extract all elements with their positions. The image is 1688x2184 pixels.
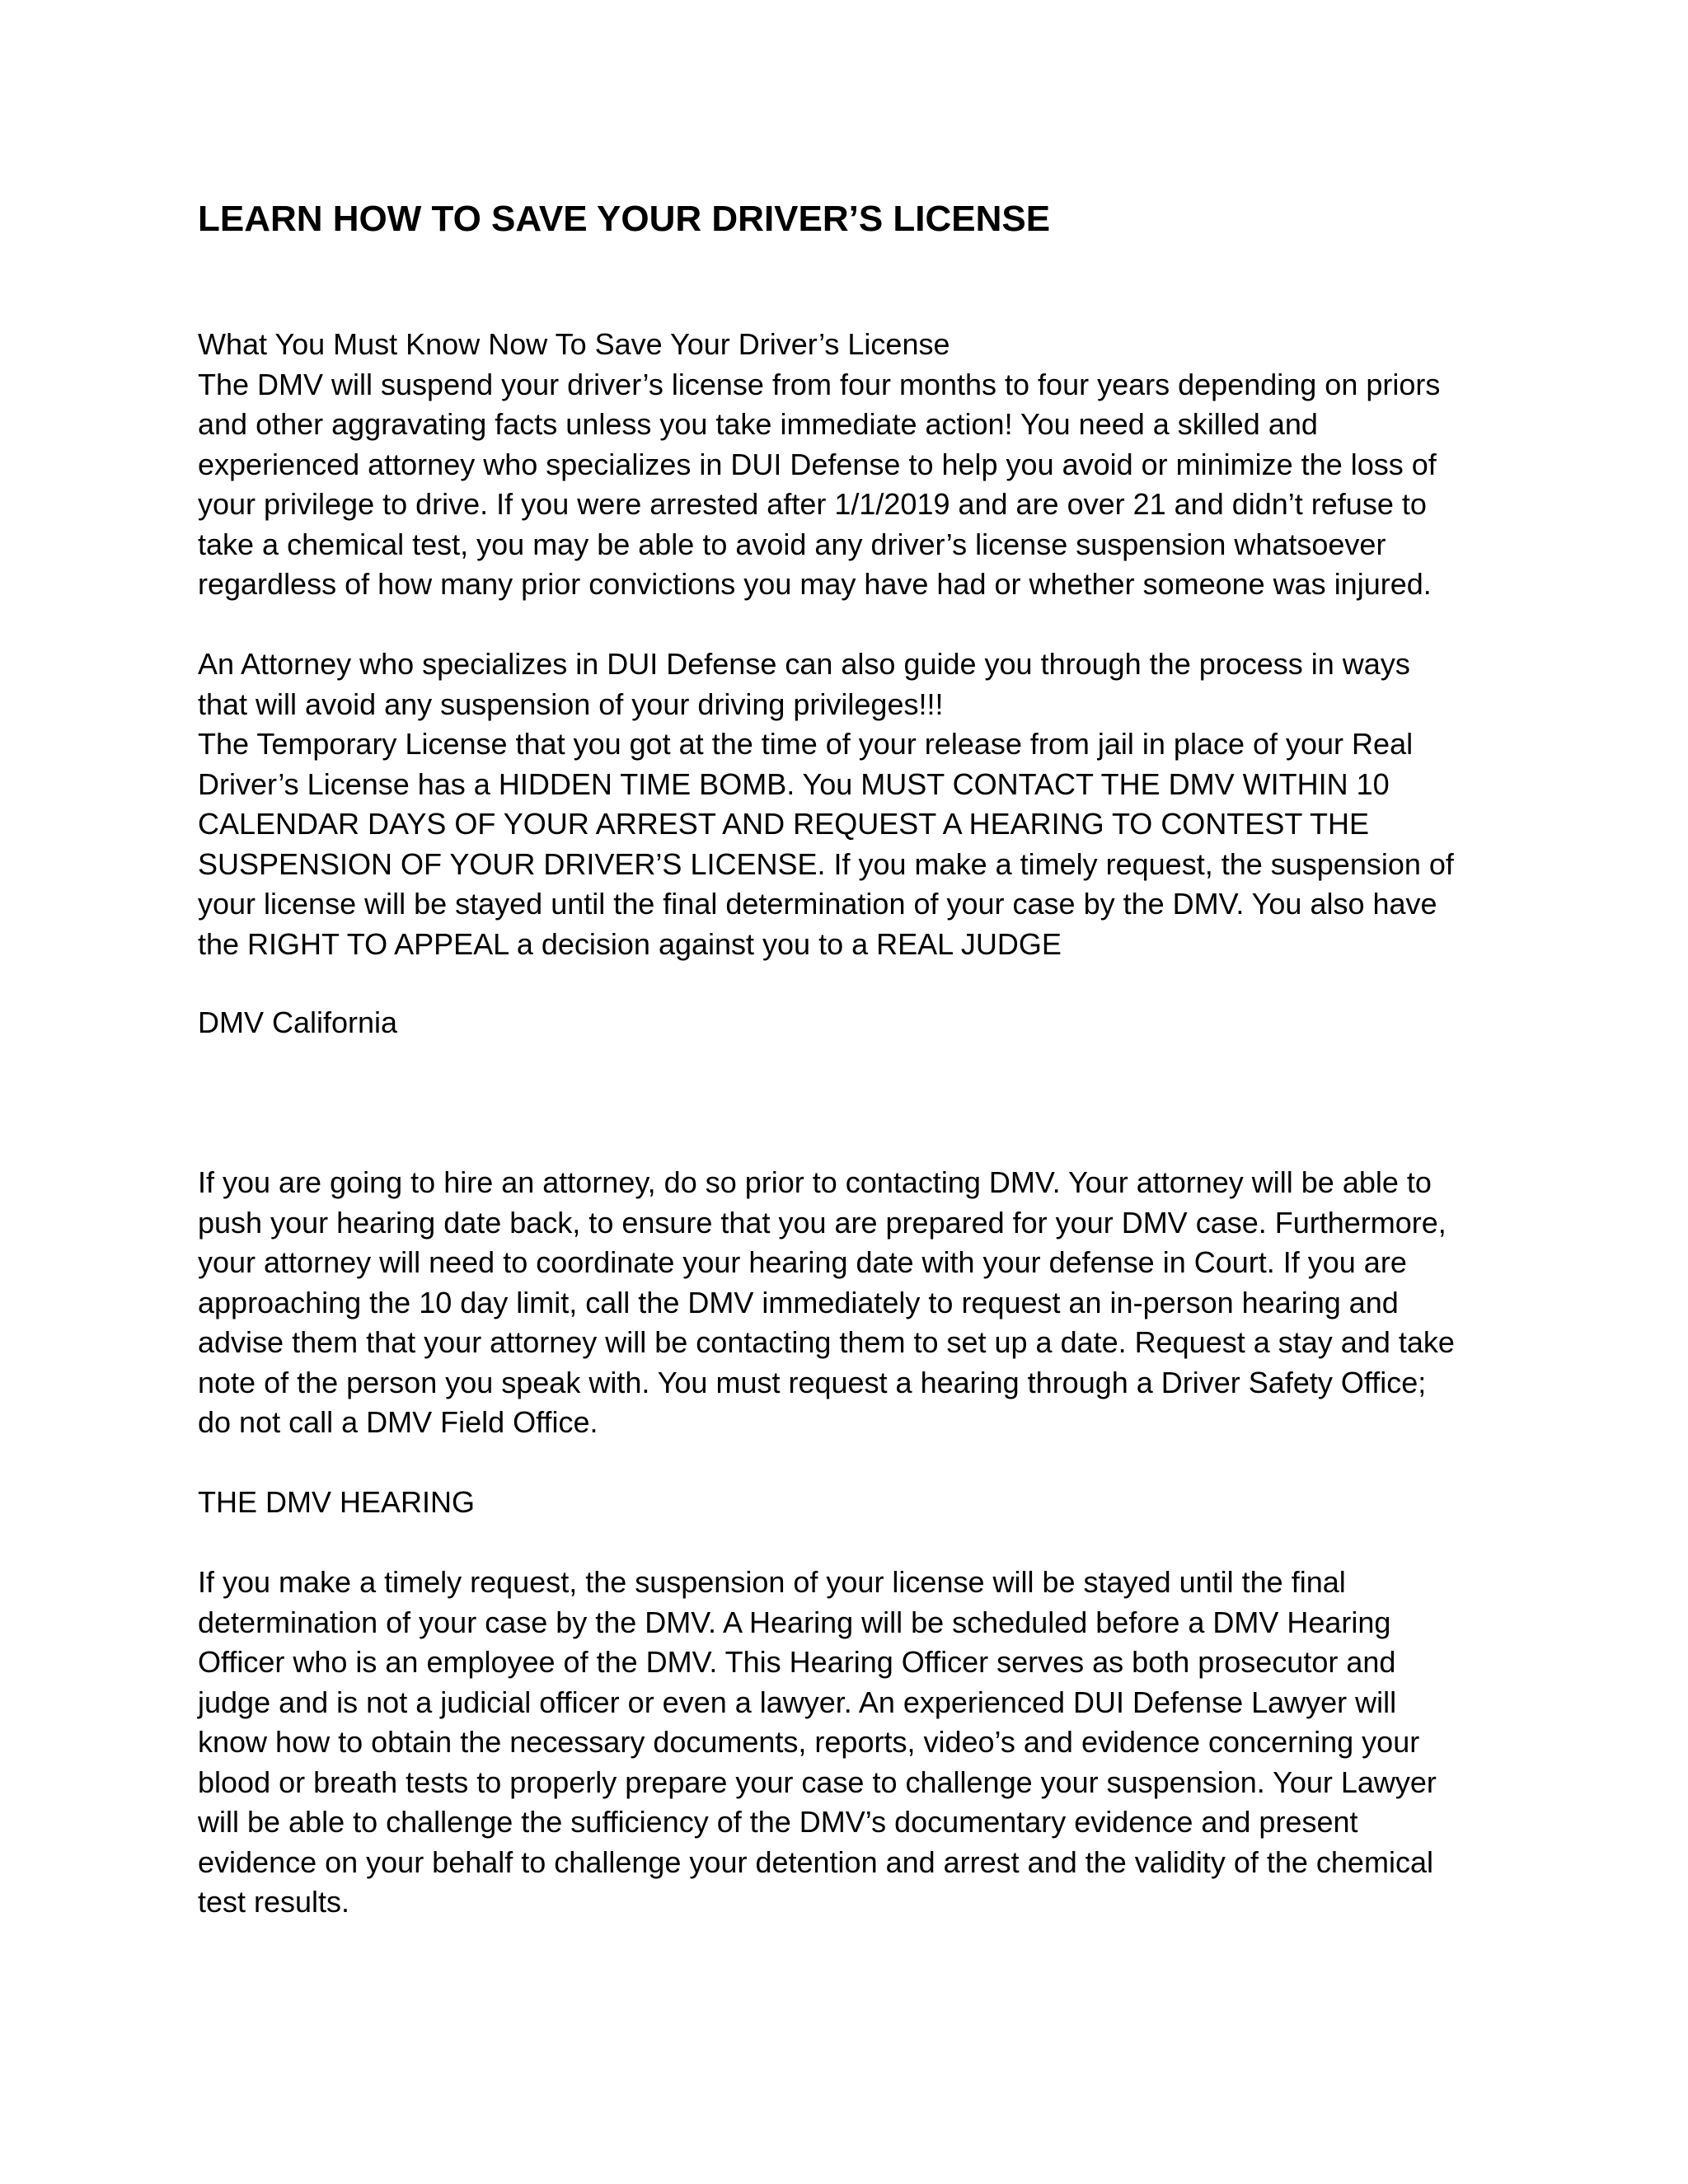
intro-line: experienced attorney who specializes in DUI Defense to help you avoid or minimize the loss of [198, 447, 1437, 481]
dmv-hearing-line: evidence on your behalf to challenge your detention and arrest and the validity of the chemical [198, 1844, 1433, 1879]
hire-attorney-line: push your hearing date back, to ensure that you are prepared for your DMV case. Furthermore, [198, 1205, 1447, 1240]
hire-attorney-paragraph [198, 1163, 1496, 1443]
hire-attorney-line: your attorney will need to coordinate your hearing date with your defense in Court. If you are [198, 1245, 1407, 1279]
temporary-license-line: the RIGHT TO APPEAL a decision against you to a REAL JUDGE [198, 926, 1062, 961]
intro-line: and other aggravating facts unless you take immediate action! You need a skilled and [198, 407, 1318, 441]
dmv-hearing-line: determination of your case by the DMV. A Hearing will be scheduled before a DMV Hearing [198, 1605, 1391, 1639]
temporary-license-line: Driver’s License has a HIDDEN TIME BOMB. You MUST CONTACT THE DMV WITHIN 10 [198, 766, 1390, 801]
temporary-license-line: CALENDAR DAYS OF YOUR ARREST AND REQUEST A HEARING TO CONTEST THE [198, 807, 1370, 841]
hire-attorney-line: note of the person you speak with. You must request a hearing through a Driver Safety Office; [198, 1365, 1427, 1399]
intro-line: The DMV will suspend your driver’s license from four months to four years depending on priors [198, 367, 1441, 401]
dmv-hearing-line: Officer who is an employee of the DMV. This Hearing Officer serves as both prosecutor and [198, 1645, 1396, 1679]
hire-attorney-line: do not call a DMV Field Office. [198, 1405, 598, 1439]
temporary-license-line: SUSPENSION OF YOUR DRIVER’S LICENSE. If you make a timely request, the suspension of [198, 846, 1454, 881]
temporary-license-line: An Attorney who specializes in DUI Defense can also guide you through the process in ways [198, 647, 1410, 681]
temporary-license-line: your license will be stayed until the final determination of your case by the DMV. You also have [198, 887, 1437, 921]
dmv-hearing-heading: THE DMV HEARING [198, 1485, 476, 1519]
temporary-license-paragraph [198, 644, 1496, 964]
intro-paragraph [198, 325, 1496, 605]
dmv-california-label: DMV California [198, 1005, 398, 1039]
dmv-hearing-line: blood or breath tests to properly prepare your case to challenge your suspension. Your Lawyer [198, 1765, 1437, 1799]
intro-line: regardless of how many prior convictions you may have had or whether someone was injured. [198, 567, 1432, 601]
dmv-hearing-line: will be able to challenge the sufficiency of the DMV’s documentary evidence and present [198, 1805, 1358, 1839]
dmv-hearing-line: If you make a timely request, the suspension of your license will be stayed until the final [198, 1565, 1346, 1599]
intro-line: take a chemical test, you may be able to avoid any driver’s license suspension whatsoever [198, 527, 1386, 561]
dmv-hearing-paragraph [198, 1563, 1496, 1923]
temporary-license-line: The Temporary License that you got at the time of your release from jail in place of your Real [198, 727, 1414, 761]
intro-line: What You Must Know Now To Save Your Driver’s License [198, 327, 950, 361]
dmv-hearing-line: judge and is not a judicial officer or even a lawyer. An experienced DUI Defense Lawyer will [198, 1685, 1397, 1719]
hire-attorney-line: If you are going to hire an attorney, do so prior to contacting DMV. Your attorney will be able to [198, 1165, 1432, 1199]
intro-line: your privilege to drive. If you were arrested after 1/1/2019 and are over 21 and didn’t refuse to [198, 487, 1427, 521]
hire-attorney-line: approaching the 10 day limit, call the DMV immediately to request an in-person hearing and [198, 1285, 1399, 1319]
temporary-license-line: that will avoid any suspension of your driving privileges!!! [198, 687, 944, 721]
dmv-hearing-line: test results. [198, 1885, 350, 1919]
document-title: LEARN HOW TO SAVE YOUR DRIVER’S LICENSE [198, 199, 1051, 239]
hire-attorney-line: advise them that your attorney will be contacting them to set up a date. Request a stay and take [198, 1325, 1455, 1359]
dmv-hearing-line: know how to obtain the necessary documents, reports, video’s and evidence concerning your [198, 1725, 1420, 1759]
